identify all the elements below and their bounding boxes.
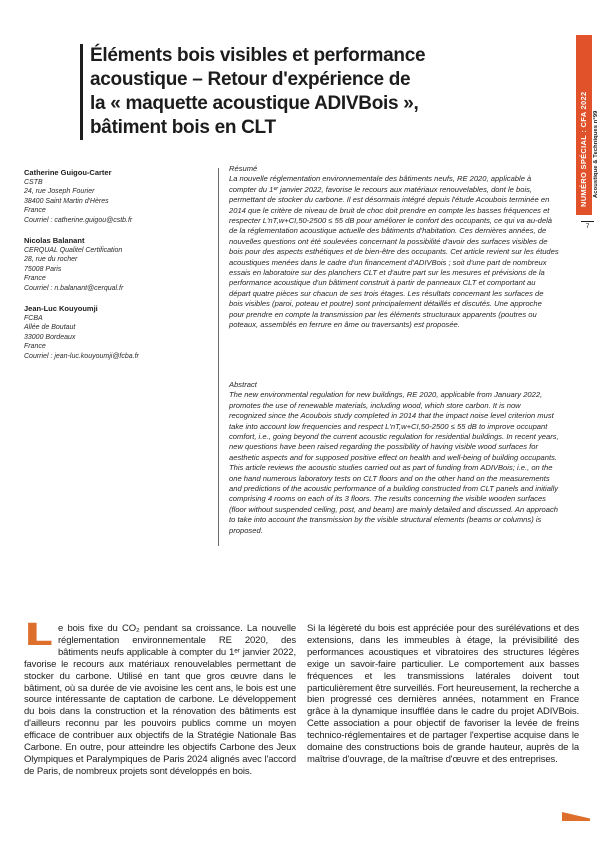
page-number: 7 bbox=[585, 223, 590, 230]
page-title-line-3: la « maquette acoustique ADIVBois », bbox=[90, 93, 419, 114]
author-city: 75008 Paris bbox=[24, 265, 62, 273]
body-column-left bbox=[24, 618, 296, 778]
resume-section bbox=[229, 164, 559, 331]
author-address: Allée de Boutaut bbox=[24, 324, 76, 331]
authors-block bbox=[24, 168, 209, 372]
sidebar-banner-title: NUMÉRO SPÉCIAL : CFA 2022 bbox=[579, 91, 588, 207]
resume-label: Résumé bbox=[229, 164, 258, 173]
author-email: Courriel : jean-luc.kouyoumji@fcba.fr bbox=[24, 352, 139, 360]
continuation-wedge-icon bbox=[562, 812, 590, 821]
author-name: Nicolas Balanant bbox=[24, 236, 85, 245]
journal-name: Acoustique & Techniques n°99 bbox=[593, 110, 599, 198]
author-city: 33000 Bordeaux bbox=[24, 333, 76, 341]
body-paragraph-2: Si la légèreté du bois est appréciée pour des surélévations et des extensions, dans les immeubles à étage, la prévisibilité des performances acoustiques et vibratoires des structures légères exige un savoir-faire particulier. Le comportement aux basses fréquences et les transmissions latérales doivent tout particulièrement être surveillés. Fort heureusement, la recherche a bien progressé ces dernières années, notamment en France grâce à la dynamique insufflée dans le cadre du projet ADIVBois. Cette association a pour objectif de favoriser la levée de freins technico-réglementaires et de partager l'expertise acquise dans le domaine des constructions bois de grande hauteur, auprès de la maîtrise d'ouvrage, de la maîtrise d'œuvre et des entreprises. bbox=[307, 623, 579, 765]
page-title-line-4: bâtiment bois en CLT bbox=[90, 117, 276, 138]
abstract-section bbox=[229, 380, 559, 536]
author-affiliation: CSTB bbox=[24, 178, 43, 186]
author-affiliation: CERQUAL Qualitel Certification bbox=[24, 246, 123, 254]
body-column-right bbox=[307, 623, 579, 766]
title-block bbox=[80, 44, 530, 140]
abstract-label: Abstract bbox=[229, 380, 257, 389]
body-paragraph-1: e bois fixe du CO₂ pendant sa croissance. La nouvelle réglementation environnementale RE 2020, des bâtiments neufs applicable à compter du 1ᵉʳ janvier 2022, favorise le recours aux matériaux renouvelables permettant de stocker du carbone. Utilisé en tant que gros œuvre dans le bâtiment, où sa durée de vie avoisine les cent ans, le bois est une source intéressante de captation de carbone. Le développement du bois dans la construction et la rénovation des bâtiments est d'ailleurs reconnu par les pouvoirs publics comme un moyen efficace de contribuer aux objectifs de la Stratégie Nationale Bas Carbone. En outre, pour atteindre les objectifs Carbone des Jeux Olympiques et Paralympiques de Paris 2024 alignés avec l'accord de Paris, de nombreux projets sont développés en bois. bbox=[24, 623, 296, 777]
author-name: Catherine Guigou-Carter bbox=[24, 168, 112, 177]
author-email: Courriel : catherine.guigou@cstb.fr bbox=[24, 216, 133, 224]
author-country: France bbox=[24, 343, 46, 350]
author-block-2 bbox=[24, 236, 209, 293]
drop-cap-letter: L bbox=[24, 618, 53, 653]
author-address: 28, rue du rocher bbox=[24, 256, 78, 263]
resume-text: La nouvelle réglementation environnementale des bâtiments neufs, RE 2020, applicable à compter du 1ᵉʳ janvier 2022, favorise le recours aux matériaux renouvelables, dont le bois, permettant de stocker du carbone. Il est désormais intégré depuis l'étude Acoubois terminée en 2014 que le critère de niveau de bruit de choc doit prendre en compte les basses fréquences et respecter L'nT,w+CI,50-2500 ≤ 55 dB pour améliorer le confort des occupants, ce qui va au-delà de la réglementation acoustique actuelle des bâtiments d'habitation. Ces dernières années, de nouvelles questions ont été soulevées concernant la possibilité d'avoir des surfaces visibles de bois pour des aspects esthétiques et de bien-être des occupants. Cet article revient sur les études acoustiques menées dans le cadre d'un financement d'ADIVBois ; soit d'une part de nombreux essais en laboratoire sur des planchers CLT et d'autre part sur les mesures et prévisions de la performance acoustique d'un bâtiment construit à partir de panneaux CLT et comportant au départ quatre pièces sur chacun de ses trois étages. Les résultats concernant les surfaces de bois visibles (paroi, poteau et poutre) sont principalement détaillés et discutés. Une approche pour prendre en compte la transmission par les éléments structuraux apparents (poutres ou poteaux, assemblés en ferrure en âme ou traversants) est proposée. bbox=[229, 174, 559, 330]
page-title-line-1: Éléments bois visibles et performance bbox=[90, 45, 426, 66]
author-country: France bbox=[24, 207, 46, 214]
column-divider bbox=[218, 168, 219, 546]
author-block-1 bbox=[24, 168, 209, 225]
author-country: France bbox=[24, 275, 46, 282]
author-block-3 bbox=[24, 304, 209, 361]
author-email: Courriel : n.balanant@cerqual.fr bbox=[24, 284, 124, 292]
drop-cap bbox=[24, 618, 53, 653]
author-address: 24, rue Joseph Fourier bbox=[24, 188, 95, 195]
author-name: Jean-Luc Kouyoumji bbox=[24, 304, 98, 313]
page-number-rule bbox=[581, 221, 594, 222]
abstract-text: The new environmental regulation for new buildings, RE 2020, applicable from January 2022, promotes the use of renewable materials, including wood, which store carbon. It is now recognized since the Acoubois study completed in 2014 that the impact noise level criterion must take into account low frequencies and respect L'nT,w+CI,50-2500 ≤ 55 dB to improve occupant comfort, i.e., going beyond the current acoustic regulation for residential buildings. In recent years, new questions have been raised regarding the possibility of having visible wood surfaces for aesthetic aspects and for supposed positive effect on health and well-being of building occupants. This article reviews the acoustic studies carried out as part of funding from ADIVBois; i.e., on the one hand numerous laboratory tests on CLT floors and on the other hand on the measurements and predictions of the acoustic performance of a building constructed from CLT panels and initially comprising 4 rooms on each of its 3 floors. The results concerning the visible wooden surfaces (floor without suspended ceiling, post, and beam) are mainly detailed and discussed. An approach to take into account the transmission by the visible structural elements (beams or columns) is proposed. bbox=[229, 390, 559, 535]
page-title-line-2: acoustique – Retour d'expérience de bbox=[90, 69, 411, 90]
author-affiliation: FCBA bbox=[24, 314, 43, 322]
author-city: 38400 Saint Martin d'Hères bbox=[24, 197, 109, 205]
